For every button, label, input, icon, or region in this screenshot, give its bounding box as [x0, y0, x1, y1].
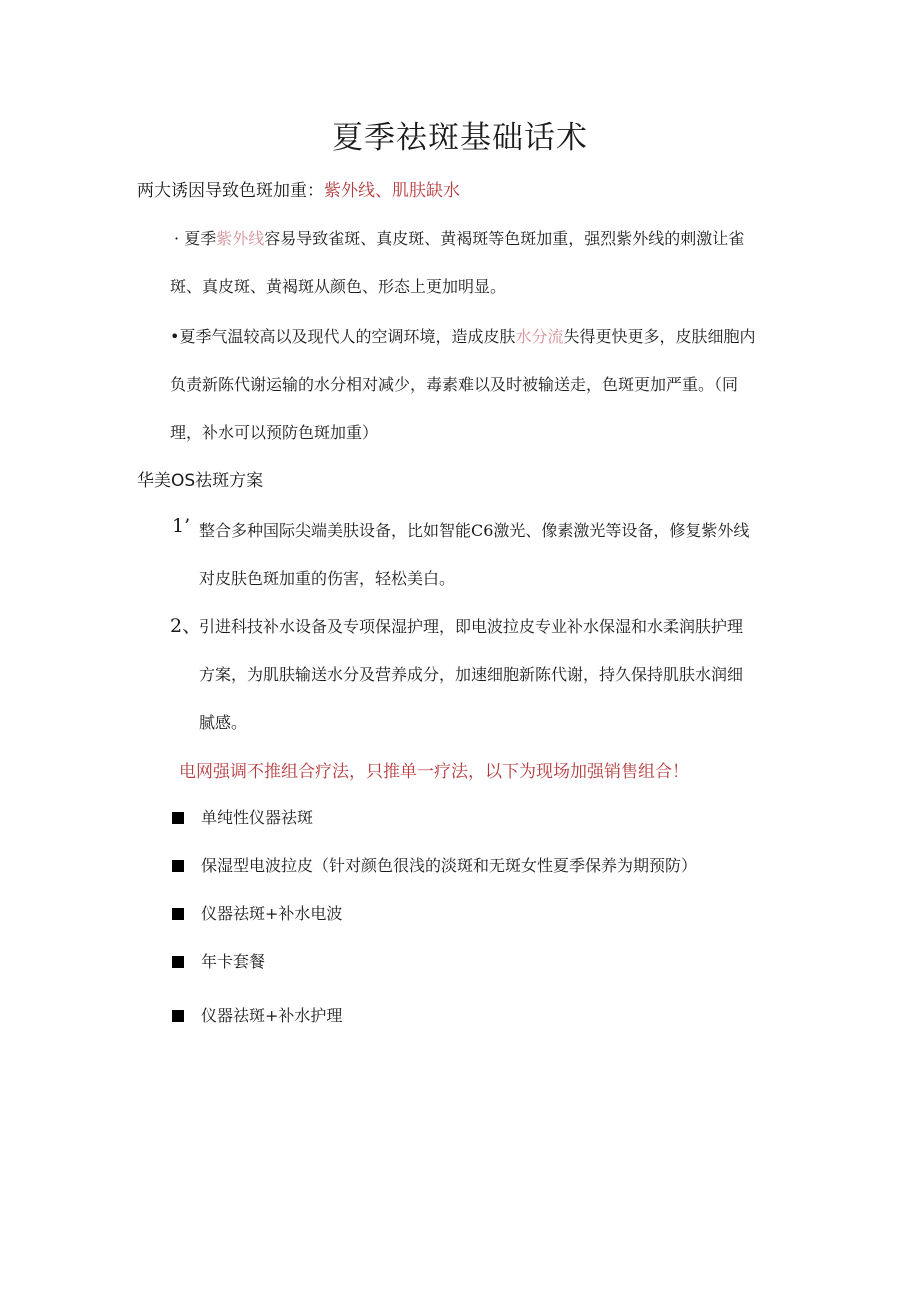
p1-pre: 夏季: [184, 229, 217, 248]
section-heading-causes: [137, 176, 460, 201]
item1-line2: 对皮肤色斑加重的伤害，轻松美白。: [199, 569, 456, 588]
package-item: 保湿型电波拉皮（针对颜色很浅的淡斑和无斑女性夏季保养为期预防）: [201, 856, 698, 875]
section-heading-plan: 华美OS祛斑方案: [137, 471, 264, 491]
p1-rest: 容易导致雀斑、真皮斑、黄褐斑等色斑加重，强烈紫外线的刺激让雀: [264, 229, 745, 248]
package-item: 仪器祛斑+补水护理: [201, 1006, 343, 1025]
list-bullet-square: [172, 953, 184, 972]
list-bullet-square: [172, 857, 184, 876]
item2-line2: 方案，为肌肤输送水分及营养成分，加速细胞新陈代谢，持久保持肌肤水润细: [199, 665, 744, 684]
package-item: 仪器祛斑+补水电波: [201, 904, 343, 923]
paragraph-uv-line2: 斑、真皮斑、黄褐斑从颜色、形态上更加明显。: [170, 277, 507, 296]
paragraph-water-line1: [170, 324, 755, 347]
p1-highlight: 紫外线: [216, 229, 265, 248]
paragraph-uv-line1: [174, 226, 744, 249]
item2-line1: 引进科技补水设备及专项保湿护理，即电波拉皮专业补水保湿和水柔润肤护理: [199, 617, 744, 636]
item-number-1: 1’: [172, 515, 191, 537]
p2-highlight: 水分流: [515, 327, 564, 346]
list-bullet-square: [172, 905, 184, 924]
list-bullet-square: [172, 1007, 184, 1026]
package-item: 单纯性仪器祛斑: [201, 808, 314, 827]
heading-prefix: 两大诱因导致色斑加重：: [137, 181, 324, 201]
package-item: 年卡套餐: [201, 952, 266, 971]
paragraph-water-line3: 理，补水可以预防色斑加重）: [170, 423, 379, 442]
paragraph-water-line2: 负责新陈代谢运输的水分相对减少，毒素难以及时被输送走，色斑更加严重。（同: [170, 375, 739, 394]
list-bullet-square: [172, 809, 184, 828]
item1-line1: 整合多种国际尖端美肤设备，比如智能C6激光、像素激光等设备，修复紫外线: [199, 521, 750, 540]
p2-pre: 夏季气温较高以及现代人的空调环境，造成皮肤: [179, 327, 516, 346]
page-title: 夏季祛斑基础话术: [332, 120, 588, 156]
bullet-dot: •: [170, 327, 180, 346]
sales-alert: 电网强调不推组合疗法，只推单一疗法，以下为现场加强销售组合！: [179, 762, 689, 782]
item-number-2: 2、: [170, 615, 202, 637]
item2-line3: 腻感。: [199, 713, 248, 732]
bullet-dot: ·: [174, 229, 180, 248]
p2-rest: 失得更快更多，皮肤细胞内: [563, 327, 756, 346]
heading-highlight: 紫外线、肌肤缺水: [324, 181, 460, 201]
